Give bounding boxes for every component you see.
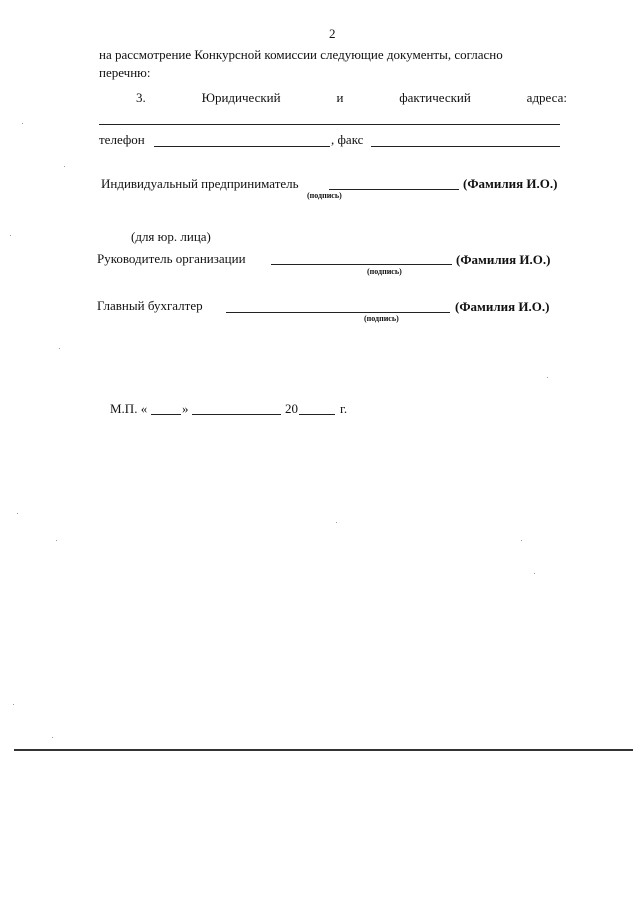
fax-label: , факс bbox=[331, 132, 364, 147]
accountant-signature-line[interactable] bbox=[226, 312, 450, 313]
entrepreneur-label: Индивидуальный предприниматель bbox=[101, 176, 299, 191]
director-signature-caption: (подпись) bbox=[367, 267, 402, 276]
scan-speck bbox=[52, 737, 53, 738]
scan-speck bbox=[521, 540, 522, 541]
stamp-label: М.П. « bbox=[110, 401, 148, 416]
page-number: 2 bbox=[329, 26, 336, 41]
director-signature-line[interactable] bbox=[271, 264, 452, 265]
phone-field-line[interactable] bbox=[154, 146, 330, 147]
month-field-line[interactable] bbox=[192, 414, 281, 415]
director-name-placeholder: (Фамилия И.О.) bbox=[456, 252, 551, 267]
accountant-name-placeholder: (Фамилия И.О.) bbox=[455, 299, 550, 314]
fax-field-line[interactable] bbox=[371, 146, 560, 147]
item-3-number: 3. bbox=[136, 90, 146, 105]
year-suffix: г. bbox=[340, 401, 348, 416]
accountant-label: Главный бухгалтер bbox=[97, 298, 203, 313]
year-field-line[interactable] bbox=[299, 414, 335, 415]
address-field-line[interactable] bbox=[99, 124, 560, 125]
intro-paragraph-line-2: перечню: bbox=[99, 65, 151, 80]
entrepreneur-signature-caption: (подпись) bbox=[307, 191, 342, 200]
day-field-line[interactable] bbox=[151, 414, 181, 415]
scan-speck bbox=[534, 573, 535, 574]
scan-speck bbox=[336, 522, 337, 523]
item-3-word-actual: фактический bbox=[399, 90, 471, 105]
item-3-word-legal: Юридический bbox=[201, 90, 281, 105]
scan-speck bbox=[22, 123, 23, 124]
intro-text: на рассмотрение Конкурсной комиссии следующие документы, согласно bbox=[99, 47, 503, 62]
intro-paragraph-line-1 bbox=[99, 47, 567, 62]
item-3-word-addresses: адреса: bbox=[526, 90, 567, 105]
phone-label: телефон bbox=[99, 132, 145, 147]
scan-speck bbox=[17, 513, 18, 514]
item-3-word-and: и bbox=[336, 90, 344, 105]
scan-speck bbox=[59, 348, 60, 349]
scan-speck bbox=[547, 377, 548, 378]
quote-close: » bbox=[182, 401, 189, 416]
director-label: Руководитель организации bbox=[97, 251, 246, 266]
item-3-line bbox=[136, 90, 567, 105]
year-prefix: 20 bbox=[285, 401, 298, 416]
scan-speck bbox=[10, 235, 11, 236]
bottom-rule bbox=[14, 749, 633, 751]
accountant-signature-caption: (подпись) bbox=[364, 314, 399, 323]
legal-entity-note: (для юр. лица) bbox=[131, 229, 211, 244]
entrepreneur-name-placeholder: (Фамилия И.О.) bbox=[463, 176, 558, 191]
scan-speck bbox=[64, 166, 65, 167]
scan-speck bbox=[13, 704, 14, 705]
entrepreneur-signature-line[interactable] bbox=[329, 189, 459, 190]
scan-speck bbox=[56, 540, 57, 541]
